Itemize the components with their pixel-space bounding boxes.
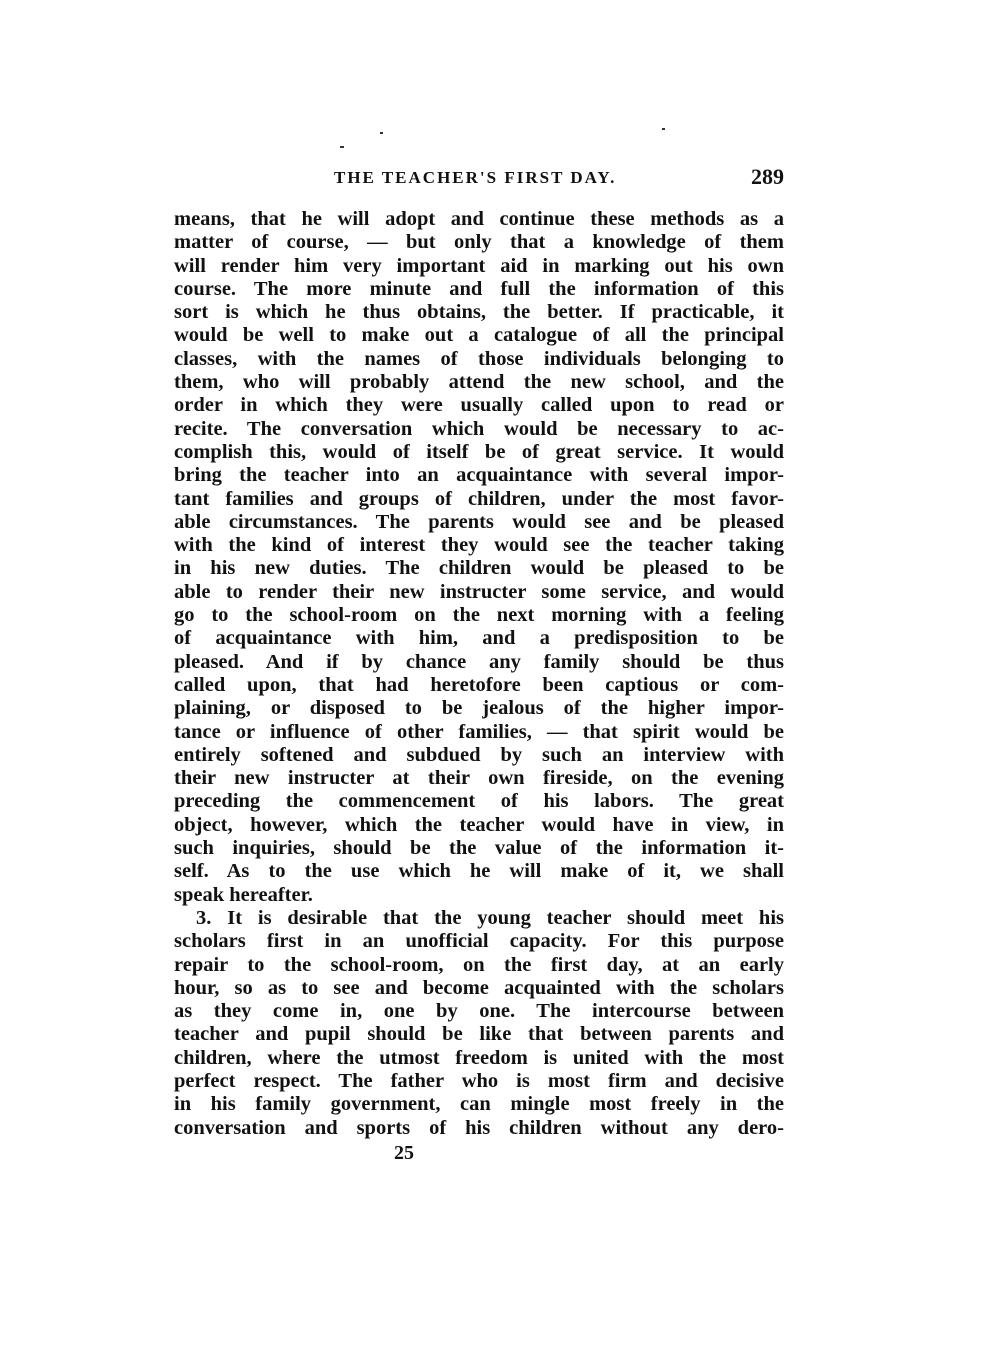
text-line: complish this, would of itself be of great service. It would <box>174 440 784 463</box>
text-line: self. As to the use which he will make of it, we shall <box>174 860 784 883</box>
text-line: means, that he will adopt and continue these methods as a <box>174 208 784 230</box>
text-line: of acquaintance with him, and a predisposition to be <box>174 627 784 650</box>
print-speck <box>380 132 383 134</box>
text-line: in his family government, can mingle most freely in the <box>174 1093 784 1116</box>
text-line: such inquiries, should be the value of the information it- <box>174 837 784 860</box>
text-line: sort is which he thus obtains, the better. If practicable, it <box>174 301 784 324</box>
print-speck <box>662 128 665 130</box>
text-line: would be well to make out a catalogue of all the principal <box>174 324 784 347</box>
paragraph-start-line: 3. It is desirable that the young teacher should meet his <box>196 906 784 929</box>
text-line: tance or influence of other families, — that spirit would be <box>174 720 784 743</box>
text-line: as they come in, one by one. The intercourse between <box>174 1000 784 1023</box>
text-line: tant families and groups of children, under the most favor- <box>174 487 784 510</box>
text-line: pleased. And if by chance any family should be thus <box>174 650 784 673</box>
text-line: teacher and pupil should be like that between parents and <box>174 1023 784 1046</box>
text-line: course. The more minute and full the information of this <box>174 277 784 300</box>
paragraph-end-line: speak hereafter. <box>174 883 313 906</box>
text-line: called upon, that had heretofore been captious or com- <box>174 673 784 696</box>
text-line: them, who will probably attend the new school, and the <box>174 371 784 394</box>
text-line: in his new duties. The children would be pleased to be <box>174 557 784 580</box>
signature-mark: 25 <box>394 1142 414 1164</box>
text-line: recite. The conversation which would be necessary to ac- <box>174 417 784 440</box>
text-line: entirely softened and subdued by such an interview with <box>174 743 784 766</box>
text-line: will render him very important aid in marking out his own <box>174 254 784 277</box>
text-line: matter of course, — but only that a knowledge of them <box>174 231 784 254</box>
text-line: able to render their new instructer some service, and would <box>174 580 784 603</box>
running-title: THE TEACHER'S FIRST DAY. <box>334 168 617 187</box>
page-number: 289 <box>751 164 784 189</box>
print-speck <box>340 146 344 148</box>
text-line: repair to the school-room, on the first day, at an early <box>174 953 784 976</box>
text-line: preceding the commencement of his labors. The great <box>174 790 784 813</box>
text-line: go to the school-room on the next morning with a feeling <box>174 604 784 627</box>
text-line: able circumstances. The parents would see and be pleased <box>174 510 784 533</box>
running-head <box>174 164 784 194</box>
text-line: scholars first in an unofficial capacity. For this purpose <box>174 930 784 953</box>
text-line: bring the teacher into an acquaintance with several impor- <box>174 464 784 487</box>
text-line: conversation and sports of his children without any dero- <box>174 1116 784 1139</box>
text-line: children, where the utmost freedom is united with the most <box>174 1046 784 1069</box>
text-line: order in which they were usually called upon to read or <box>174 394 784 417</box>
text-line: perfect respect. The father who is most firm and decisive <box>174 1069 784 1092</box>
text-line: classes, with the names of those individuals belonging to <box>174 347 784 370</box>
text-line: plaining, or disposed to be jealous of the higher impor- <box>174 697 784 720</box>
text-line: their new instructer at their own fireside, on the evening <box>174 767 784 790</box>
body-text <box>174 208 784 1140</box>
text-line: object, however, which the teacher would have in view, in <box>174 813 784 836</box>
text-line: with the kind of interest they would see the teacher taking <box>174 534 784 557</box>
text-line: hour, so as to see and become acquainted with the scholars <box>174 976 784 999</box>
